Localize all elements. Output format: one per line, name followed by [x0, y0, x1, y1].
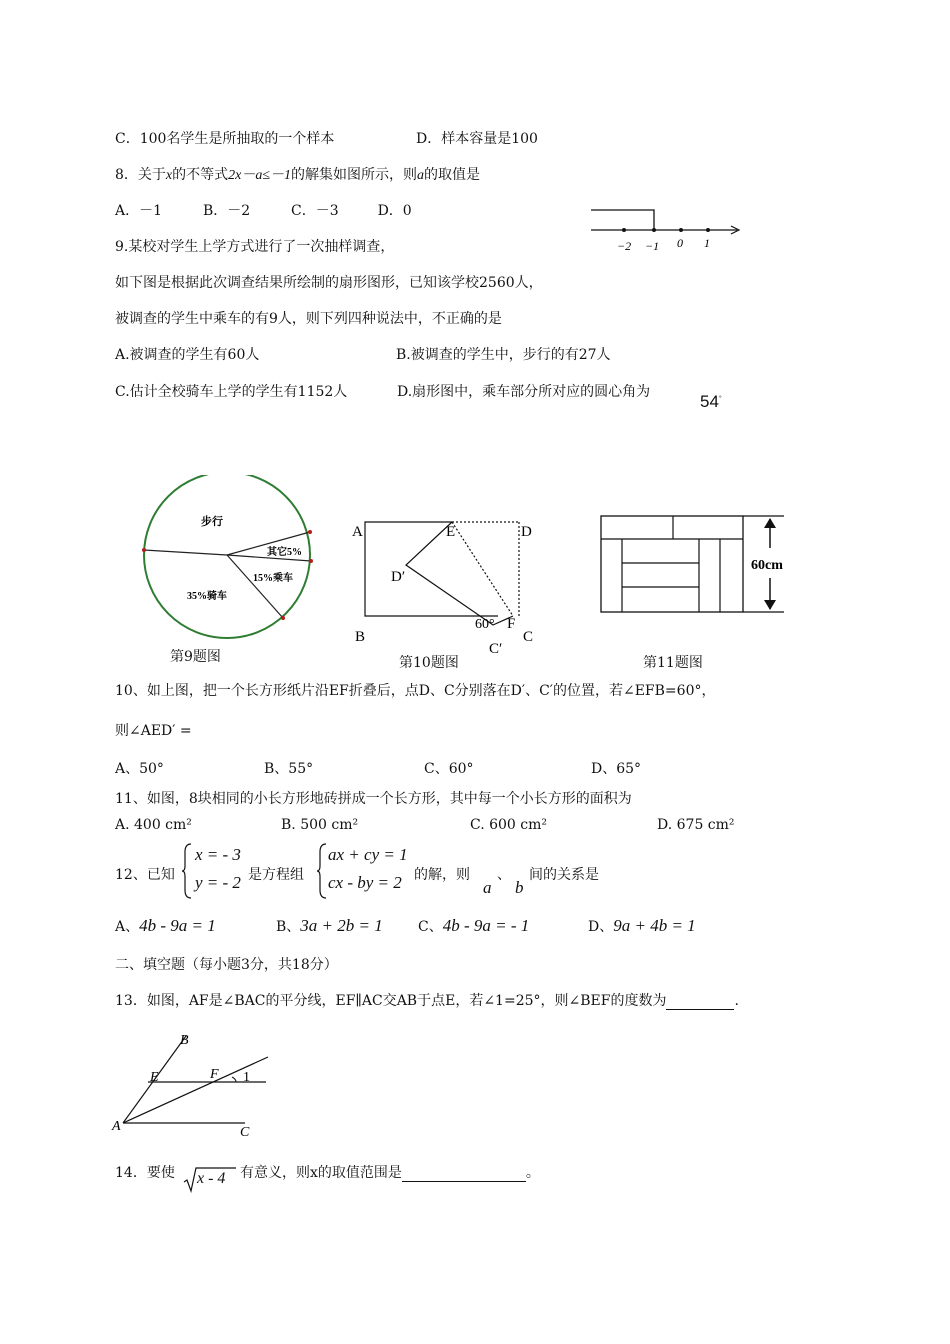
q8-option-d: D．0 — [377, 203, 412, 219]
q9-option-b: B.被调查的学生中，步行的有27人 — [396, 347, 611, 363]
q8-stem: 8．关于x的不等式2x－a≤－1的解集如图所示，则a的取值是 — [115, 167, 481, 183]
q10-caption: 第10题图 — [399, 655, 459, 671]
label-C: C — [523, 629, 534, 645]
pie-label-walk: 步行 — [201, 516, 223, 528]
tile-figure — [598, 512, 803, 617]
label-B: B — [355, 629, 366, 645]
q7-option-c: C．100名学生是所抽取的一个样本 — [115, 131, 335, 147]
q14-pre: 14．要使 — [115, 1165, 175, 1181]
system2-eq2: cx - by = 2 — [328, 873, 402, 892]
label-F: F — [210, 1067, 219, 1082]
q12-option-a: A、4b - 9a = 1 — [115, 916, 216, 935]
pie-label-other: 其它5% — [267, 547, 302, 558]
system2-eq1: ax + cy = 1 — [328, 845, 408, 864]
q9-caption: 第9题图 — [170, 649, 221, 665]
q11-option-c: C. 600 cm² — [470, 817, 548, 833]
numberline-label-neg1: −1 — [645, 239, 660, 253]
q11-option-b: B. 500 cm² — [281, 817, 359, 833]
q12-var-b: b — [515, 878, 524, 897]
label-E: E — [150, 1070, 159, 1085]
pie-chart-figure — [135, 475, 320, 640]
q12-suffix2: 间的关系是 — [529, 867, 599, 883]
label-B: B — [180, 1033, 189, 1048]
q12-middle: 是方程组 — [248, 867, 304, 883]
q9-option-d: D.扇形图中，乘车部分所对应的圆心角为 — [397, 384, 651, 400]
brace-1 — [181, 842, 193, 900]
numberline-label-0: 0 — [677, 236, 683, 250]
q9-line2: 如下图是根据此次调查结果所绘制的扇形图形，已知该学校2560人， — [115, 275, 543, 291]
q10-options — [115, 758, 164, 778]
fold-figure — [345, 515, 550, 660]
q9-option-a: A.被调查的学生有60人 — [115, 347, 260, 363]
numberline-label-1: 1 — [704, 236, 710, 250]
sqrt-radicand: x - 4 — [197, 1170, 226, 1187]
label-F: F — [507, 616, 516, 632]
label-A: A — [112, 1119, 121, 1134]
q10-line2: 则∠AED′ = — [115, 723, 192, 739]
label-E: E — [446, 524, 456, 540]
dimension-label: 60cm — [751, 558, 783, 573]
system1-eq2: y = - 2 — [195, 873, 241, 892]
label-angle-1: 1 — [243, 1070, 250, 1085]
label-C-prime: C′ — [489, 641, 503, 657]
system1-eq1: x = - 3 — [195, 845, 241, 864]
q8-option-a: A．－1 — [115, 203, 163, 219]
angle-bisector-figure — [110, 1026, 280, 1141]
pie-label-bike: 35%骑车 — [187, 591, 227, 602]
q10-option-c: C、60° — [424, 761, 474, 777]
q9-line3: 被调查的学生中乘车的有9人，则下列四种说法中，不正确的是 — [115, 311, 502, 327]
q11-line1: 11、如图，8块相同的小长方形地砖拼成一个长方形，其中每一个小长方形的面积为 — [115, 791, 632, 807]
q13-answer-blank[interactable] — [666, 995, 734, 1010]
q12-option-c: C、4b - 9a = - 1 — [418, 916, 530, 935]
number-line-figure — [585, 198, 750, 260]
q14-answer-blank[interactable] — [402, 1167, 526, 1182]
q7-option-d: D．样本容量是100 — [416, 131, 538, 147]
label-A: A — [352, 524, 363, 540]
q13-text: 13．如图，AF是∠BAC的平分线，EF∥AC交AB于点E，若∠1=25°，则∠BEF的度数为 . — [115, 993, 739, 1009]
label-angle-60: 60° — [475, 617, 495, 632]
section-heading: 二、填空题（每小题3分，共18分） — [115, 957, 338, 973]
q8-option-b: B．－2 — [202, 203, 251, 219]
label-D: D — [521, 524, 532, 540]
q12-option-d: D、9a + 4b = 1 — [588, 916, 696, 935]
q12-var-a: a — [483, 878, 492, 897]
pie-label-bus: 15%乘车 — [253, 573, 293, 584]
q12-option-b: B、3a + 2b = 1 — [276, 916, 383, 935]
label-C: C — [240, 1125, 250, 1140]
q10-line1: 10、如上图，把一个长方形纸片沿EF折叠后，点D、C分别落在D′、C′的位置，若∠EFB=60°， — [115, 683, 716, 699]
q10-option-a: A、50° — [115, 761, 164, 777]
q11-caption: 第11题图 — [643, 655, 703, 671]
numberline-label-neg2: −2 — [617, 239, 632, 253]
q8-option-c: C．－3 — [291, 203, 339, 219]
q12-prefix: 12、已知 — [115, 867, 175, 883]
q11-option-a: A. 400 cm² — [115, 817, 192, 833]
q12-suffix1: 的解，则 — [414, 867, 470, 883]
q8-options — [115, 200, 412, 220]
q10-option-b: B、55° — [264, 761, 314, 777]
q9-option-c: C.估计全校骑车上学的学生有1152人 — [115, 384, 348, 400]
q12-sep: 、 — [497, 867, 511, 883]
q14-post: 有意义，则x的取值范围是 。 — [240, 1165, 540, 1181]
label-D-prime: D′ — [391, 569, 406, 585]
q9-line1: 9.某校对学生上学方式进行了一次抽样调查， — [115, 239, 395, 255]
q11-option-d: D. 675 cm² — [657, 817, 735, 833]
q10-option-d: D、65° — [591, 761, 642, 777]
q9-angle-value: 54° — [700, 392, 722, 411]
brace-2 — [316, 842, 328, 900]
